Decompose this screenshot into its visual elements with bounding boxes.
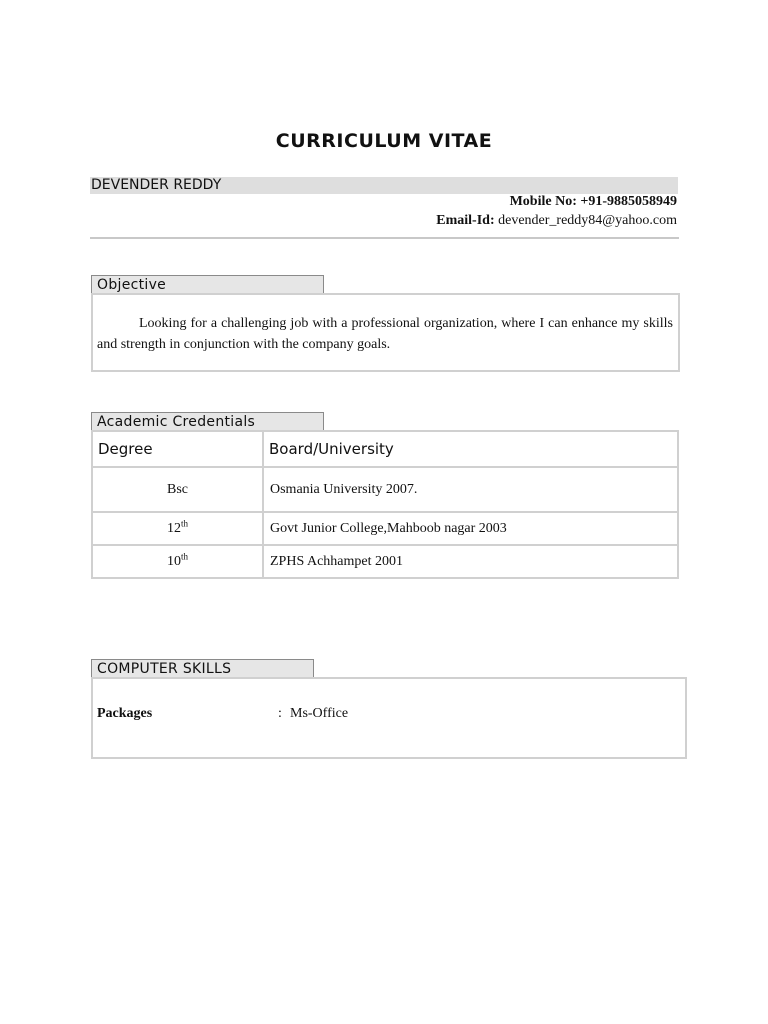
table-row: [92, 545, 678, 578]
degree-cell: [92, 467, 263, 512]
skills-box: [91, 677, 687, 759]
academics-heading: Academic Credentials: [91, 412, 324, 430]
objective-text: Looking for a challenging job with a professional organization, where I can enhance my skills and strength in conjunction with the company goals.: [97, 316, 673, 352]
board-cell: Osmania University 2007.: [263, 467, 678, 512]
email-label: Email-Id:: [436, 213, 495, 228]
candidate-name: DEVENDER REDDY: [90, 177, 678, 194]
document-title: CURRICULUM VITAE: [275, 130, 493, 152]
skills-heading: COMPUTER SKILLS: [91, 659, 314, 677]
degree-sup: th: [180, 550, 188, 561]
mobile-value: +91-9885058949: [576, 194, 677, 209]
packages-value: Ms-Office: [290, 706, 349, 721]
table-row: [92, 512, 678, 545]
degree-text: 10: [166, 553, 181, 569]
packages-colon: :: [278, 706, 282, 721]
academics-table: [91, 430, 679, 579]
packages-label: Packages: [97, 706, 153, 721]
header-divider: [90, 237, 679, 239]
board-cell: Govt Junior College,Mahboob nagar 2003: [263, 512, 678, 545]
degree-cell: [92, 545, 263, 578]
objective-heading: Objective: [91, 275, 324, 293]
degree-cell: [92, 512, 263, 545]
contact-mobile: [510, 194, 677, 210]
column-header-board: Board/University: [263, 431, 678, 467]
mobile-label: Mobile No:: [509, 194, 577, 209]
table-row: [92, 467, 678, 512]
degree-sup: th: [180, 517, 188, 528]
table-header-row: [92, 431, 678, 467]
email-value: devender_reddy84@yahoo.com: [494, 213, 677, 228]
board-cell: ZPHS Achhampet 2001: [263, 545, 678, 578]
contact-email: [436, 213, 677, 229]
degree-text: Bsc: [167, 481, 188, 497]
degree-text: 12: [166, 520, 181, 536]
column-header-degree: Degree: [92, 431, 263, 467]
